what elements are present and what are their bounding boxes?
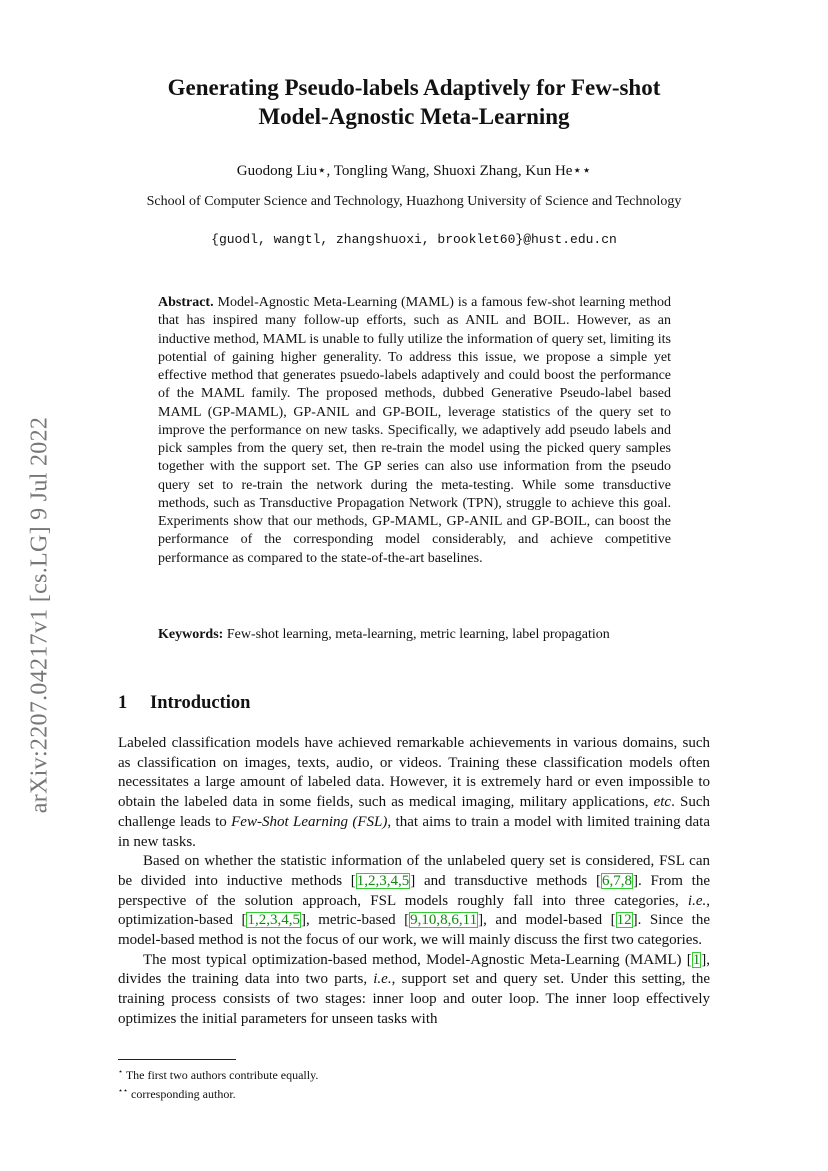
text-run: ], metric-based [ (300, 912, 410, 929)
email: {guodl, wangtl, zhangshuoxi, brooklet60}@hust.edu.cn (211, 232, 617, 247)
keywords-text: Few-shot learning, meta-learning, metric learning, label propagation (226, 627, 610, 642)
italic-text: i.e. (687, 892, 707, 909)
text-run: , that aims to train a model with limited training data in new tasks. (118, 813, 710, 850)
italic-text: Few-Shot Learning (FSL) (231, 813, 388, 830)
keywords (158, 626, 671, 645)
text-run: ] and transductive methods [ (410, 872, 601, 889)
paper-title (100, 73, 728, 131)
section-heading (118, 693, 250, 714)
keywords-label: Keywords: (158, 627, 224, 642)
citation-link[interactable]: 1 (692, 951, 701, 968)
text-run: . Such challenge leads to (118, 794, 710, 830)
paragraph-2 (118, 852, 710, 951)
arxiv-id: arXiv:2207.04217v1 [cs.LG] 9 Jul 2022 (26, 416, 53, 814)
text-run: ]. From the perspective of the solution approach, FSL models roughly fall into three categories, (118, 872, 710, 909)
section-title: Introduction (150, 693, 251, 713)
abstract-text: Model-Agnostic Meta-Learning (MAML) is a famous few-shot learning method that has inspired many follow-up efforts, such as ANIL and BOIL. However, as an inductive method, MAML is unable to fully utilize the information of query set, limiting its potential of gaining higher generality. To address this issue, we propose a simple yet effective method that generates psuedo-labels adaptively and could boost the performance of the MAML family. The proposed methods, dubbed Generative Pseudo-label based MAML (GP-MAML), GP-ANIL and GP-BOIL, leverage statistics of the query set to improve the performance on new tasks. Specifically, we adaptively add pseudo labels and pick samples from the query set, then re-train the model using the picked query samples together with the support set. The GP series can also use information from the pseudo query set to re-train the network during the meta-testing. While some transductive methods, such as Transductive Propagation Network (TPN), struggle to achieve this goal. Experiments show that our methods, GP-MAML, GP-ANIL and GP-BOIL, can boost the performance of the corresponding model considerably, and achieve competitive performance as compared to the state-of-the-art baselines. (158, 295, 671, 566)
citation-link[interactable]: 1,2,3,4,5 (356, 872, 410, 889)
citation-link[interactable]: 9,10,8,6,11 (410, 912, 478, 929)
abstract-label: Abstract. (158, 295, 214, 310)
footnote-mark: ⋆ (118, 1067, 124, 1076)
footnote-text: corresponding author. (131, 1087, 236, 1101)
citation-link[interactable]: 6,7,8 (601, 872, 632, 889)
footnote-mark: ⋆⋆ (118, 1086, 129, 1095)
text-run: ]. Since the model-based method is not the focus of our work, we will mainly discuss the first two categories. (118, 912, 711, 949)
authors: Guodong Liu⋆, Tongling Wang, Shuoxi Zhang, Kun He⋆⋆ (236, 163, 592, 179)
abstract (158, 294, 671, 568)
footnote-2 (118, 1083, 318, 1102)
text-run: ], divides the training data into two parts, (118, 951, 710, 988)
title-line-1: Generating Pseudo-labels Adaptively for Few-shot (167, 75, 661, 100)
text-run: Based on whether the statistic information of the unlabeled query set is considered, FSL can be divided into inductive methods [ (118, 853, 710, 889)
footnote-rule (118, 1059, 236, 1060)
text-run: The most typical optimization-based method, Model-Agnostic Meta-Learning (MAML) [ (143, 951, 692, 968)
text-run: ], and model-based [ (478, 912, 616, 929)
citation-link[interactable]: 12 (616, 912, 632, 929)
affiliation: School of Computer Science and Technology, Huazhong University of Science and Technology (146, 194, 682, 209)
paragraph-1 (118, 734, 710, 852)
citation-link[interactable]: 1,2,3,4,5 (247, 912, 300, 929)
footnote-text: The first two authors contribute equally. (125, 1068, 319, 1082)
italic-text: i.e. (373, 971, 392, 988)
arxiv-sidebar-stamp (18, 380, 62, 850)
section-body (118, 734, 710, 1030)
title-line-2: Model-Agnostic Meta-Learning (258, 104, 570, 129)
paragraph-3 (118, 951, 710, 1030)
footnote-1 (118, 1064, 318, 1083)
footnotes (118, 1064, 318, 1102)
italic-text: etc (653, 794, 672, 811)
section-number: 1 (118, 693, 128, 713)
text-run: , optimization-based [ (118, 892, 710, 929)
text-run: , support set and query set. Under this setting, the training process consists of two stages: inner loop and outer loop. The inner loop effectively optimizes the initial parameters for unseen tasks with (118, 971, 710, 1027)
text-run: Labeled classification models have achieved remarkable achievements in various domains, such as classification on images, texts, audio, or videos. Training these classification models often necessitates a large amount of labeled data. However, it is extremely hard or even impossible to obtain the labeled data in some fields, such as medical imaging, military applications, (118, 735, 710, 811)
